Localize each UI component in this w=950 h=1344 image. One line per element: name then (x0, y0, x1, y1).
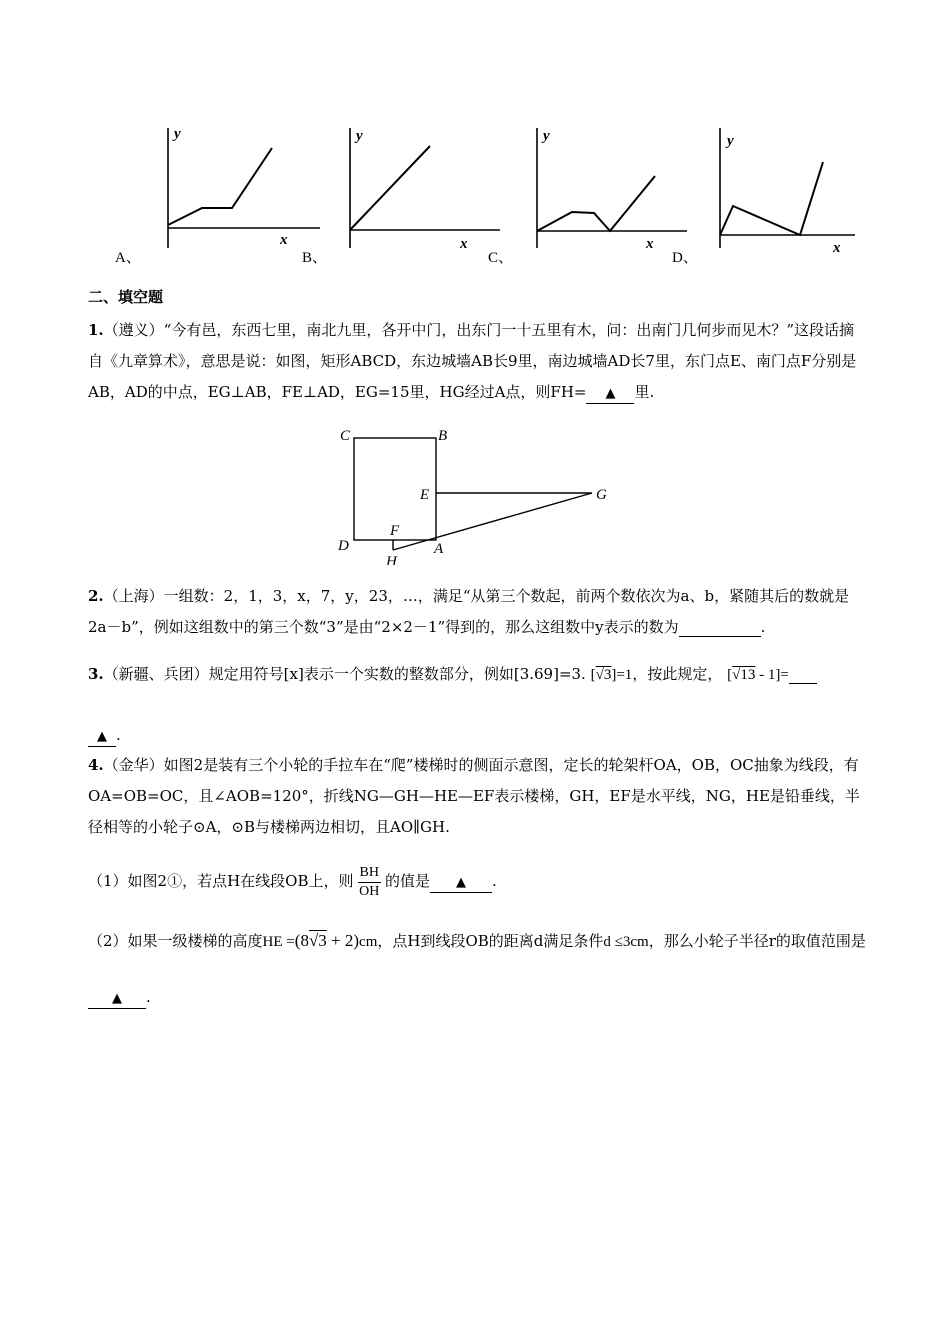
part-1-text-a: （1）如图2①，若点H在线段OB上，则 (88, 872, 354, 890)
question-1-figure (330, 420, 630, 565)
part-2-text-a: （2）如果一级楼梯的高度 (88, 932, 263, 950)
question-1-unit: 里. (634, 383, 655, 401)
label-g: G (596, 487, 607, 503)
he-expression: (8√3 + 2) (294, 931, 360, 950)
distance-condition: d ≤3cm (603, 934, 649, 950)
question-3-end: . (116, 726, 121, 744)
graph-b-y-label: y (356, 128, 363, 144)
part-2-text-b: ，点H到线段OB的距离d满足条件 (377, 932, 604, 950)
label-e: E (420, 487, 430, 503)
question-1 (88, 315, 866, 408)
graph-d-y-label: y (727, 133, 734, 149)
triangle-icon: ▲ (455, 875, 466, 890)
part-1-text-b: 的值是 (384, 872, 430, 890)
triangle-icon: ▲ (97, 729, 107, 744)
graph-b (335, 118, 515, 258)
option-d-label: D、 (672, 250, 698, 266)
triangle-icon: ▲ (112, 991, 122, 1006)
question-3-number: 3. (88, 665, 104, 683)
graph-d-x-label: x (833, 240, 841, 256)
question-4-part-1 (88, 862, 866, 901)
question-4-part-2-line-2 (88, 982, 866, 1013)
label-d: D (338, 538, 349, 554)
graph-b-x-label: x (460, 236, 468, 252)
question-4-number: 4. (88, 756, 104, 774)
graph-a-y-label: y (174, 126, 181, 142)
question-1-text: （遵义）“今有邑，东西七里，南北九里，各开中门，出东门一十五里有木，问：出南门几何步而见木？”这段话摘自《九章算术》，意思是说：如图，矩形ABCD，东边城墙AB长9里，南边城墙AD长7里，东门点E、南门点F分别是AB，AD的中点，EG⊥AB，FE⊥AD，EG=15里，HG经过A点，则FH= (88, 321, 857, 401)
graph-a (150, 118, 330, 258)
question-2-end: . (760, 618, 766, 636)
part-2-end: . (146, 988, 151, 1006)
label-f: F (390, 523, 400, 539)
question-3-line-2 (88, 720, 866, 751)
graph-a-x-label: x (280, 232, 288, 248)
part-1-blank[interactable] (430, 872, 492, 893)
option-c-label: C、 (488, 250, 514, 266)
he-unit: cm (359, 934, 378, 950)
question-3-text-b: ，按此规定， (632, 665, 723, 683)
question-3-blank[interactable] (88, 726, 116, 747)
label-h: H (386, 554, 397, 565)
question-4-part-2 (88, 925, 866, 958)
question-4 (88, 750, 866, 843)
graph-options-row (110, 118, 860, 268)
question-1-number: 1. (88, 321, 104, 339)
question-2-blank[interactable] (679, 618, 761, 637)
part-1-end: . (491, 872, 497, 890)
label-b: B (438, 428, 448, 444)
bh-over-oh-fraction: $\frac{BH}{OH}$ (359, 864, 380, 899)
graph-c-y-label: y (543, 128, 550, 144)
question-3-equals: = (780, 667, 789, 683)
question-4-text: （金华）如图2是装有三个小轮的手拉车在“爬”楼梯时的侧面示意图，定长的轮架杆OA，OB，OC抽象为线段，有OA=OB=OC，且∠AOB=120°，折线NG—GH—HE—EF表示楼梯，GH，EF是水平线，NG，HE是铅垂线，半径相等的小轮子⊙A，⊙B与楼梯两边相切，且AO∥GH. (88, 756, 860, 836)
floor-sqrt3-expression: [√3] (590, 667, 617, 683)
question-3 (88, 659, 866, 691)
graph-c (522, 118, 702, 258)
he-label: HE = (262, 934, 295, 950)
question-2-text: （上海）一组数：2，1，3，x，7，y，23，…，满足“从第三个数起，前两个数依次为a、b，紧随其后的数就是2a－b”，例如这组数中的第三个数“3”是由“2×2－1”得到的，那么这组数中y表示的数为 (88, 587, 850, 636)
question-1-blank[interactable] (586, 383, 634, 404)
label-c: C (340, 428, 351, 444)
option-a-label: A、 (115, 250, 141, 266)
triangle-icon: ▲ (605, 386, 616, 401)
part-2-blank[interactable] (88, 988, 146, 1009)
section-title: 二、填空题 (88, 288, 164, 306)
option-b-label: B、 (302, 250, 328, 266)
floor-sqrt3-value: =1 (616, 667, 633, 683)
graph-d (705, 118, 865, 258)
graph-c-x-label: x (646, 236, 654, 252)
question-2 (88, 581, 866, 643)
question-3-blank-line (789, 665, 817, 684)
question-2-number: 2. (88, 587, 104, 605)
label-a: A (434, 541, 444, 557)
question-3-text: （新疆、兵团）规定用符号[x]表示一个实数的整数部分，例如[3.69]=3. (103, 665, 586, 683)
floor-sqrt13-expression: [√13 - 1] (727, 667, 781, 683)
part-2-text-c: ，那么小轮子半径r的取值范围是 (648, 932, 866, 950)
